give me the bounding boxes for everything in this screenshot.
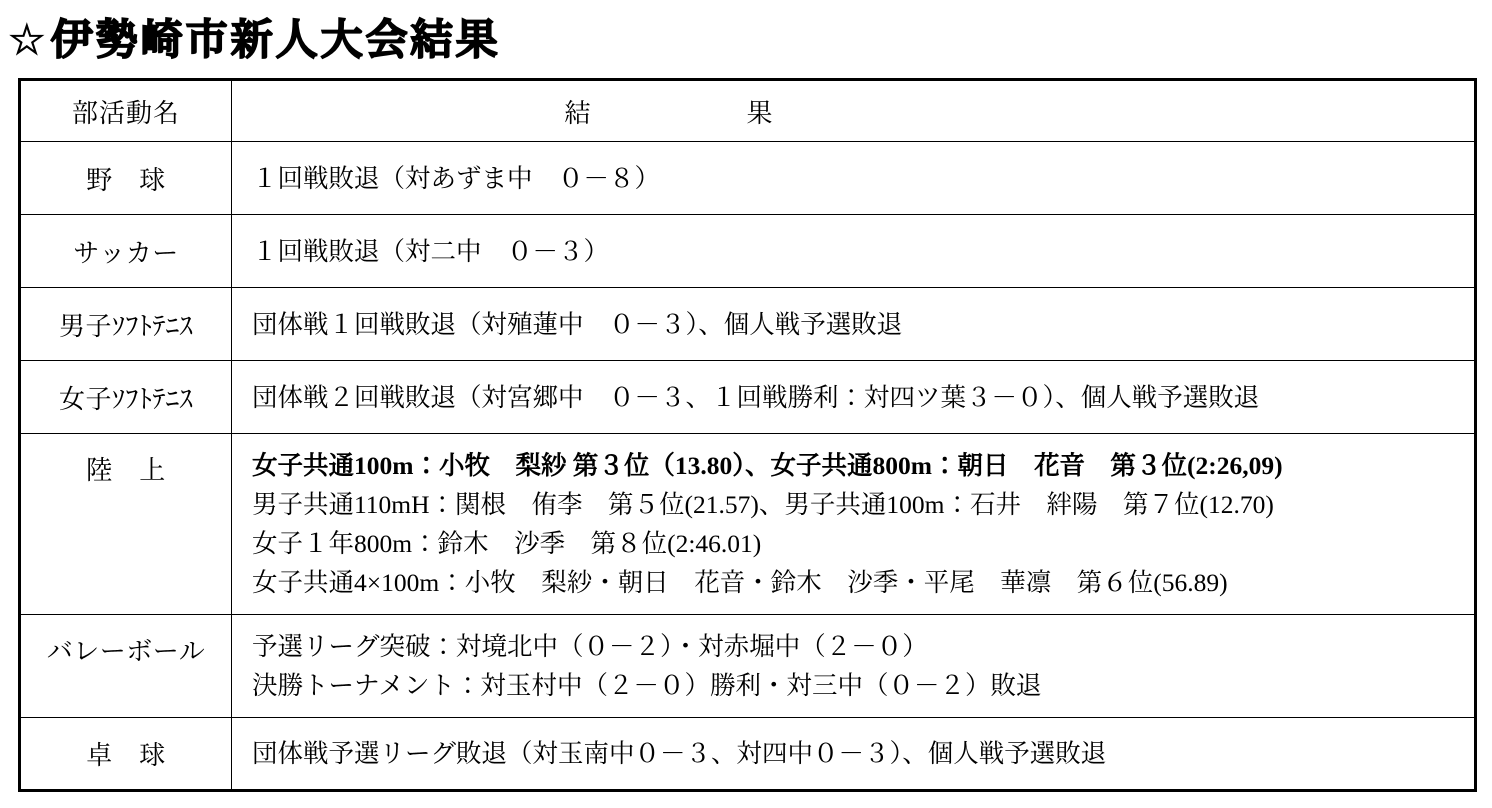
result-line: 団体戦予選リーグ敗退（対玉南中０－３、対四中０－３）、個人戦予選敗退 (252, 739, 1107, 768)
table-header-row (20, 80, 1476, 142)
table-row (20, 434, 1476, 615)
table-row (20, 615, 1476, 718)
result-line: １回戦敗退（対二中 ０－３） (252, 236, 610, 266)
result-line: 決勝トーナメント：対玉村中（２－０）勝利・対三中（０－２）敗退 (252, 671, 1042, 700)
club-name-cell: 野 球 (20, 142, 232, 215)
club-column-header: 部活動名 (20, 80, 232, 142)
result-cell (232, 288, 1476, 361)
result-line: １回戦敗退（対あずま中 ０－８） (252, 163, 661, 193)
table-body (20, 142, 1476, 791)
result-line: 男子共通110mH：関根 侑李 第５位(21.57)、男子共通100m：石井 絆陽 第７位(12.70) (252, 490, 1274, 519)
result-cell (232, 615, 1476, 718)
result-cell (232, 434, 1476, 615)
result-line: 女子１年800m：鈴木 沙季 第８位(2:46.01) (252, 529, 762, 558)
club-name-cell: 卓 球 (20, 718, 232, 791)
table-row (20, 142, 1476, 215)
result-cell (232, 718, 1476, 791)
club-name-cell: 男子ｿﾌﾄﾃﾆｽ (20, 288, 232, 361)
table-row (20, 361, 1476, 434)
result-cell (232, 361, 1476, 434)
result-line: 予選リーグ突破：対境北中（０－２）・対赤堀中（２－０） (252, 632, 928, 661)
star-icon: ☆ (8, 16, 49, 63)
club-name-cell: バレーボール (20, 615, 232, 718)
table-row (20, 288, 1476, 361)
result-line: 団体戦２回戦敗退（対宮郷中 ０－３、１回戦勝利：対四ツ葉３－０）、個人戦予選敗退 (252, 382, 1260, 412)
result-line: 団体戦１回戦敗退（対殖蓮中 ０－３）、個人戦予選敗退 (252, 309, 903, 339)
club-name-cell: 陸 上 (20, 434, 232, 615)
result-line: 女子共通4×100m：小牧 梨紗・朝日 花音・鈴木 沙季・平尾 華凛 第６位(56.89) (252, 568, 1228, 597)
result-cell (232, 142, 1476, 215)
page-title (0, 6, 1492, 78)
result-cell (232, 215, 1476, 288)
club-name-cell: 女子ｿﾌﾄﾃﾆｽ (20, 361, 232, 434)
results-table (18, 78, 1477, 792)
page-title-text: 伊勢崎市新人大会結果 (50, 16, 501, 63)
club-name-cell: サッカー (20, 215, 232, 288)
table-row (20, 215, 1476, 288)
result-line: 女子共通100m：小牧 梨紗 第３位（13.80）、女子共通800m：朝日 花音 第３位(2:26,09) (252, 451, 1283, 480)
result-column-header: 結 果 (232, 80, 1476, 142)
table-row (20, 718, 1476, 791)
